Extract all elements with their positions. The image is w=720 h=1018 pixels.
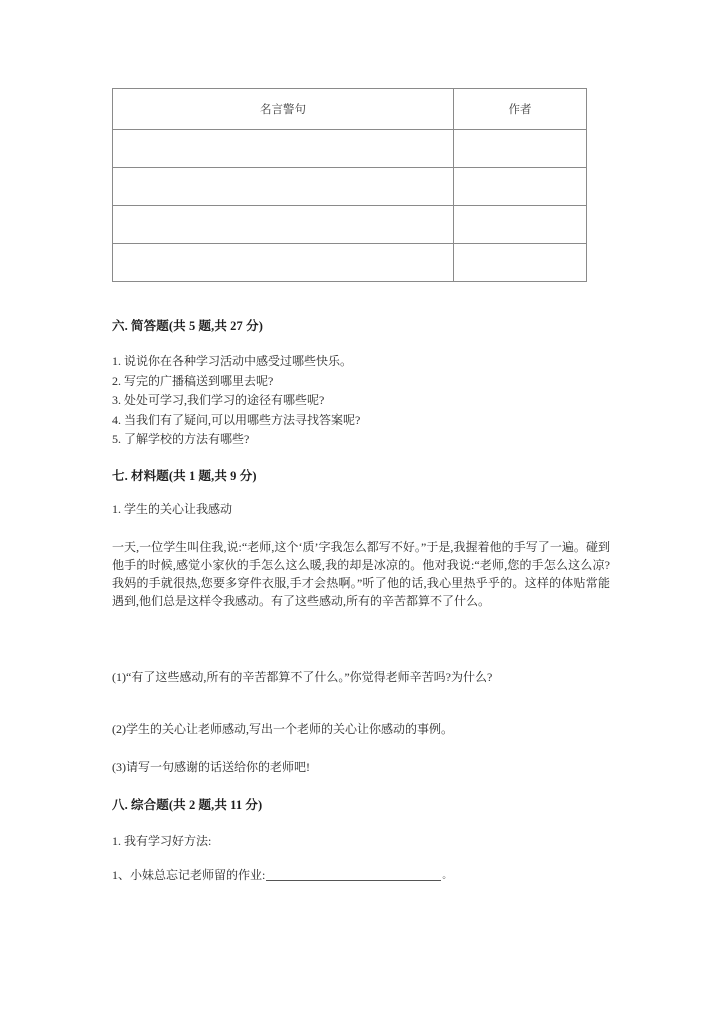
list-item: 5. 了解学校的方法有哪些? xyxy=(112,432,250,446)
section-heading-seven: 七. 材料题(共 1 题,共 9 分) xyxy=(112,469,257,483)
table-row xyxy=(113,244,587,282)
list-item: 4. 当我们有了疑问,可以用哪些方法寻找答案呢? xyxy=(112,412,361,427)
cell-quote[interactable] xyxy=(113,244,454,282)
section-eight-item-title: 1. 我有学习好方法: xyxy=(112,834,212,848)
cell-author[interactable] xyxy=(454,168,587,206)
table-row xyxy=(113,168,587,206)
column-header-author: 作者 xyxy=(454,89,587,130)
table-header-row xyxy=(113,89,587,130)
table-row xyxy=(113,130,587,168)
cell-quote[interactable] xyxy=(113,206,454,244)
quote-table-head xyxy=(113,89,587,130)
section-six-question-list xyxy=(112,352,360,450)
table-row xyxy=(113,206,587,244)
list-item: 1. 说说你在各种学习活动中感受过哪些快乐。 xyxy=(112,354,353,368)
section-seven-passage: 一天,一位学生叫住我,说:“老师,这个‘质’字我怎么都写不好。”于是,我握着他的手写了一遍。碰到他手的时候,感觉小家伙的手怎么这么暖,我的却是冰凉的。他对我说:“老师,您的手怎么这么凉?我妈的手就很热,您要多穿件衣服,手才会热啊。”听了他的话,我心里热乎乎的。这样的体贴常能遇到,他们总是这样令我感动。有了这些感动,所有的辛苦都算不了什么。 xyxy=(112,540,610,608)
sub-question-2: (2)学生的关心让老师感动,写出一个老师的关心让你感动的事例。 xyxy=(112,722,453,736)
sub-question-1: (1)“有了这些感动,所有的辛苦都算不了什么。”你觉得老师辛苦吗?为什么? xyxy=(112,670,493,684)
section-heading-six: 六. 简答题(共 5 题,共 27 分) xyxy=(112,319,263,333)
list-item: 2. 写完的广播稿送到哪里去呢? xyxy=(112,373,274,388)
cell-quote[interactable] xyxy=(113,130,454,168)
section-eight-fill-in-line xyxy=(112,866,451,884)
sub-question-3: (3)请写一句感谢的话送给你的老师吧! xyxy=(112,760,310,774)
section-seven-item-title: 1. 学生的关心让我感动 xyxy=(112,502,233,516)
section-heading-eight: 八. 综合题(共 2 题,共 11 分) xyxy=(112,798,263,812)
fill-in-suffix: 。 xyxy=(442,870,452,880)
answer-blank[interactable] xyxy=(266,879,441,881)
cell-author[interactable] xyxy=(454,206,587,244)
list-item: 3. 处处可学习,我们学习的途径有哪些呢? xyxy=(112,393,325,407)
fill-in-prefix: 1、小妹总忘记老师留的作业: xyxy=(112,868,266,882)
cell-author[interactable] xyxy=(454,130,587,168)
column-header-quote: 名言警句 xyxy=(113,89,454,130)
cell-quote[interactable] xyxy=(113,168,454,206)
quote-table-body xyxy=(113,130,587,282)
quote-table xyxy=(112,88,587,282)
cell-author[interactable] xyxy=(454,244,587,282)
